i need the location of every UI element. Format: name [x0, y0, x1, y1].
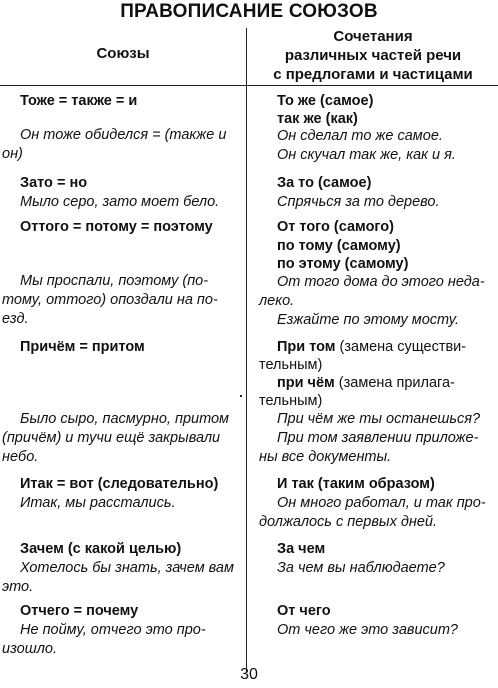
- combination-heading: От чего: [277, 603, 331, 619]
- example-line: За чем вы наблюдаете?: [277, 560, 445, 576]
- example-line: леко.: [259, 293, 295, 309]
- example-line: (причём) и тучи ещё закрывали: [2, 430, 221, 446]
- example-line: Спрячься за то дерево.: [277, 194, 440, 210]
- example-line: ны все документы.: [259, 449, 392, 465]
- example-line: Мыло серо, зато моет бело.: [20, 194, 220, 210]
- combination-line: [277, 374, 455, 393]
- column-header-combinations: [248, 27, 498, 84]
- combination-heading: За чем: [277, 541, 326, 557]
- combination-heading: по тому (самому): [277, 238, 401, 254]
- header-divider: [0, 85, 498, 86]
- example-line: изошло.: [2, 641, 58, 657]
- example-line: езд.: [2, 311, 29, 327]
- combination-line: [277, 338, 466, 357]
- conjunction-heading: Зачем (с какой целью): [20, 541, 182, 557]
- header-line: различных частей речи: [284, 47, 462, 64]
- conjunction-heading: Итак = вот (следовательно): [20, 476, 219, 492]
- example-line: небо.: [2, 449, 39, 465]
- example-line: Хотелось бы знать, зачем вам: [20, 560, 234, 576]
- example-line: Мы проспали, поэтому (по-: [20, 273, 209, 289]
- combination-note: (замена существи-: [335, 339, 467, 355]
- page-number: 30: [240, 666, 258, 683]
- combination-note: (замена прилага-: [334, 375, 455, 391]
- combination-heading: так же (как): [277, 111, 358, 127]
- example-line: Он скучал так же, как и я.: [277, 147, 456, 163]
- combination-heading: От того (самого): [277, 219, 394, 235]
- example-line: При том заявлении приложе-: [277, 430, 479, 446]
- example-line: От чего же это зависит?: [277, 622, 458, 638]
- example-line: он): [2, 146, 23, 162]
- conjunction-heading: Причём = притом: [20, 339, 145, 355]
- example-line: это.: [2, 579, 34, 595]
- example-line: Итак, мы расстались.: [20, 495, 176, 511]
- example-line: Он тоже обиделся = (также и: [20, 127, 227, 143]
- example-line: Не пойму, отчего это про-: [20, 622, 206, 638]
- combination-heading: по этому (самому): [277, 256, 409, 272]
- conjunction-heading: Отчего = почему: [20, 603, 139, 619]
- stray-dot: [240, 395, 242, 397]
- example-line: должалось с первых дней.: [259, 514, 438, 530]
- example-line: тому, оттого) опоздали на по-: [2, 292, 218, 308]
- conjunction-heading: Оттого = потому = поэтому: [20, 219, 213, 235]
- example-line: Было сыро, пасмурно, притом: [20, 411, 229, 427]
- header-line: Сочетания: [333, 28, 413, 45]
- example-line: Езжайте по этому мосту.: [277, 312, 460, 328]
- column-divider: [246, 28, 247, 672]
- column-header-conjunctions: Союзы: [96, 45, 150, 62]
- example-line: При чём же ты останешься?: [277, 411, 481, 427]
- page-title: ПРАВОПИСАНИЕ СОЮЗОВ: [120, 1, 378, 22]
- example-line: Он много работал, и так про-: [277, 495, 486, 511]
- combination-heading: И так (таким образом): [277, 476, 435, 492]
- example-line: От того дома до этого неда-: [277, 274, 485, 290]
- combination-note: тельным): [259, 357, 323, 373]
- combination-note: тельным): [259, 393, 323, 409]
- conjunction-heading: Зато = но: [20, 175, 88, 191]
- combination-heading: При том: [277, 339, 336, 355]
- combination-heading: То же (самое): [277, 93, 374, 109]
- example-line: Он сделал то же самое.: [277, 128, 443, 144]
- combination-heading: За то (самое): [277, 175, 372, 191]
- header-line: с предлогами и частицами: [273, 66, 473, 83]
- combination-heading: при чём: [277, 375, 335, 391]
- conjunction-heading: Тоже = также = и: [20, 93, 138, 109]
